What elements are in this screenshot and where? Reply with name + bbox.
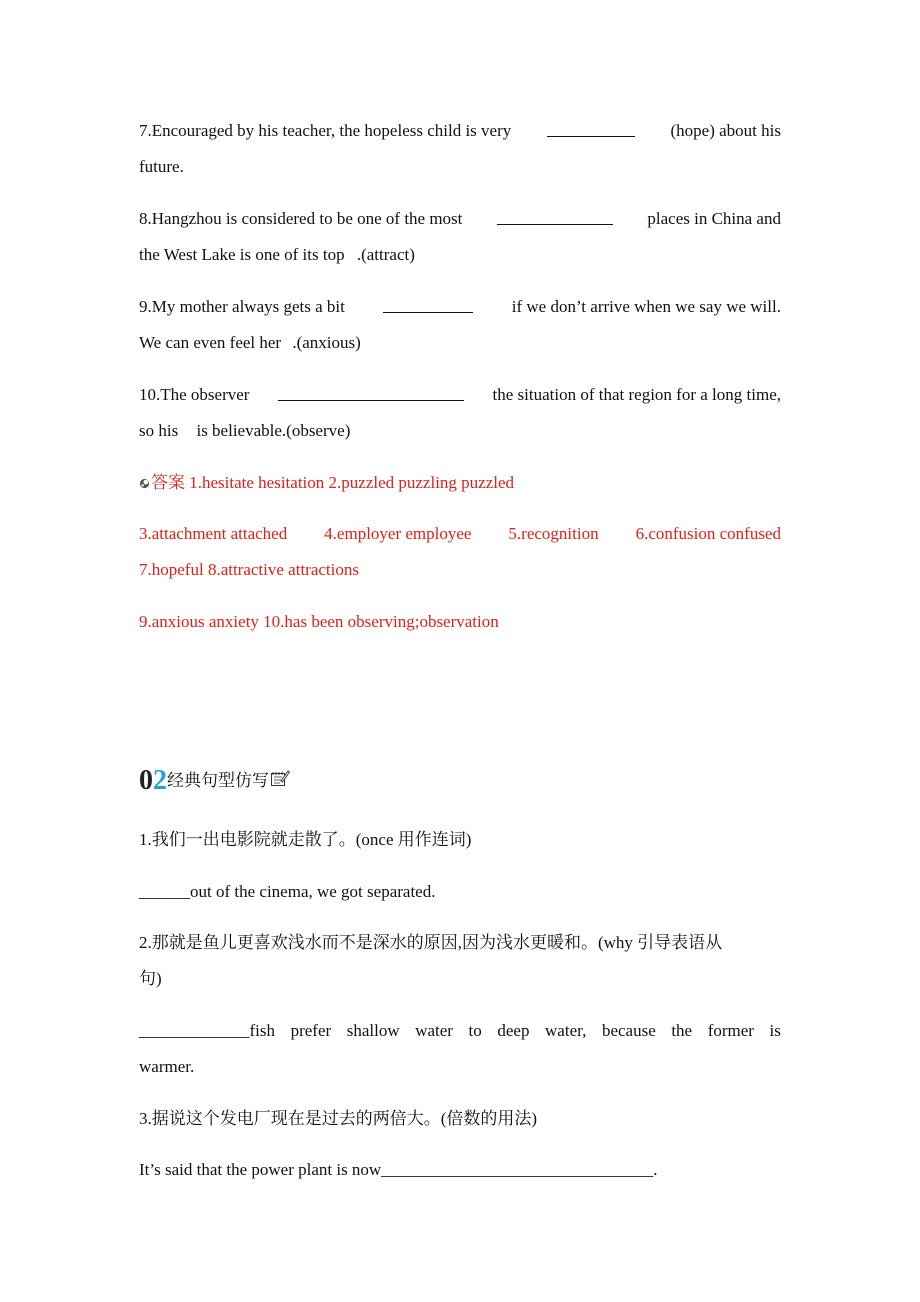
q7-line-2 <box>139 157 781 177</box>
section-header <box>139 766 781 798</box>
answers-line-3 <box>139 560 781 580</box>
section-title: 经典句型仿写 <box>167 771 269 790</box>
q10-prefix: 10.The observer <box>139 385 250 404</box>
answers-line-1 <box>139 473 781 493</box>
q7-cont: future. <box>139 157 184 176</box>
s2-word-1: fish <box>249 1021 275 1040</box>
section-number <box>139 765 167 796</box>
s2-word-5: to <box>468 1021 482 1040</box>
q9-blank-1[interactable] <box>383 297 473 313</box>
s3-blank[interactable]: ________________________________ <box>381 1160 654 1179</box>
section-number-first: 0 <box>139 765 153 796</box>
q8-hint: .(attract) <box>356 245 415 264</box>
answer-4: 4.employer employee <box>324 524 472 543</box>
s2-blank[interactable]: _____________ <box>139 1021 250 1040</box>
s3-end: . <box>653 1160 658 1179</box>
q8-blank-1[interactable] <box>497 209 613 225</box>
s1-en: out of the cinema, we got separated. <box>190 882 436 901</box>
s2-en-line <box>139 1021 781 1041</box>
q10-line-1 <box>139 385 781 405</box>
answer-2: 2.puzzled puzzling puzzled <box>328 473 515 492</box>
q9-mid: if we don’t arrive when we say we will. <box>511 297 781 316</box>
q7-blank[interactable] <box>547 121 635 137</box>
notebook-pencil-icon <box>270 769 290 787</box>
q7-hint: (hope) about his <box>670 121 781 140</box>
s2-word-7: water, <box>545 1021 587 1040</box>
s2-word-4: water <box>415 1021 453 1040</box>
answers-label: 答案 <box>151 473 185 492</box>
q10-hint: is believable.(observe) <box>196 421 351 440</box>
s1-en-line <box>139 882 781 902</box>
q8-prefix: 8.Hangzhou is considered to be one of the most <box>139 209 463 228</box>
answer-5: 5.recognition <box>508 524 599 543</box>
s2-first-group <box>139 1021 275 1041</box>
s3-en: It’s said that the power plant is now <box>139 1160 382 1179</box>
q10-blank-1[interactable] <box>278 385 464 401</box>
answer-9: 9.anxious anxiety <box>139 612 259 631</box>
answer-icon <box>139 478 150 489</box>
q10-cont-prefix: so his <box>139 421 179 440</box>
answer-3: 3.attachment attached <box>139 524 288 543</box>
answers-line-2 <box>139 524 781 544</box>
s1-blank[interactable]: ______ <box>139 882 190 901</box>
q10-line-2 <box>139 421 781 441</box>
s2-cn-2: 句) <box>139 969 162 988</box>
s2-word-2: prefer <box>290 1021 332 1040</box>
s2-cn-1: 2.那就是鱼儿更喜欢浅水而不是深水的原因,因为浅水更暖和。(why 引导表语从 <box>139 933 723 952</box>
q8-line-1 <box>139 209 781 229</box>
q9-line-2 <box>139 333 781 353</box>
q9-hint: .(anxious) <box>292 333 361 352</box>
q7-prefix: 7.Encouraged by his teacher, the hopeless child is very <box>139 121 512 140</box>
q7-line-1 <box>139 121 781 141</box>
s2-word-11: is <box>769 1021 781 1040</box>
q8-line-2 <box>139 245 781 265</box>
q9-cont-prefix: We can even feel her <box>139 333 282 352</box>
s2-word-8: because <box>601 1021 656 1040</box>
s2-word-6: deep <box>497 1021 530 1040</box>
answer-6: 6.confusion confused <box>635 524 781 543</box>
answers-line-4 <box>139 612 781 632</box>
s2-word-3: shallow <box>346 1021 400 1040</box>
s2-word-10: former <box>707 1021 754 1040</box>
s2-en-cont: warmer. <box>139 1057 195 1076</box>
answer-10: 10.has been observing;observation <box>263 612 499 631</box>
s3-en-line <box>139 1160 781 1180</box>
answer-8: 8.attractive attractions <box>207 560 359 579</box>
q8-cont-prefix: the West Lake is one of its top <box>139 245 345 264</box>
s3-cn: 3.据说这个发电厂现在是过去的两倍大。(倍数的用法) <box>139 1109 538 1128</box>
q10-mid: the situation of that region for a long time, <box>492 385 781 404</box>
s1-cn: 1.我们一出电影院就走散了。(once 用作连词) <box>139 830 472 849</box>
answer-7: 7.hopeful <box>139 560 204 579</box>
q9-prefix: 9.My mother always gets a bit <box>139 297 345 316</box>
q9-line-1 <box>139 297 781 317</box>
q8-mid: places in China and <box>647 209 781 228</box>
answer-1: 1.hesitate hesitation <box>189 473 325 492</box>
section-number-second: 2 <box>153 765 167 796</box>
s2-word-9: the <box>671 1021 693 1040</box>
